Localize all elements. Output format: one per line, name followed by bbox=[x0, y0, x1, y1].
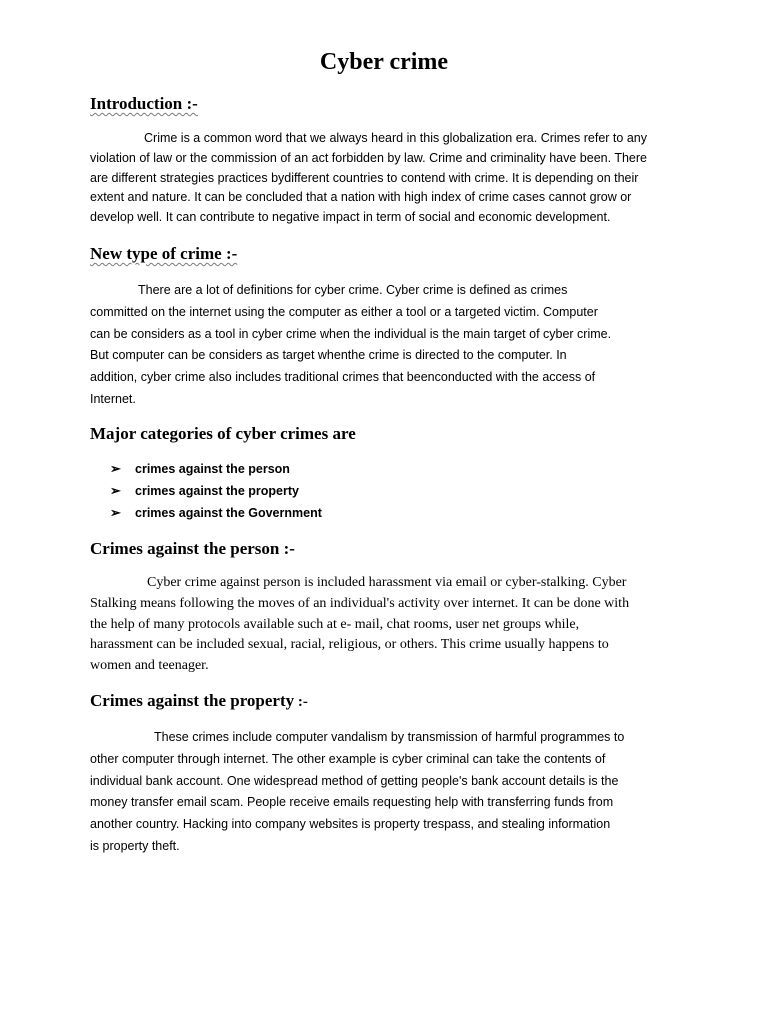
paragraph-introduction-first-line: Crime is a common word that we always heard in this globalization era. Crimes refer to any bbox=[144, 131, 647, 145]
paragraph-new-type-of-crime bbox=[90, 280, 678, 411]
arrow-bullet-icon: ➢ bbox=[110, 461, 121, 476]
arrow-bullet-icon: ➢ bbox=[110, 483, 121, 498]
paragraph-property-body: other computer through internet. The other example is cyber criminal can take the contents of individual bank account. One widespread method of getting people's bank account details is the money transfer email scam. People receive emails requesting help with transferring funds from another country. Hacking into company websites is property trespass, and stealing information is property theft. bbox=[90, 751, 619, 853]
paragraph-new-type-first-line: There are a lot of definitions for cyber crime. Cyber crime is defined as crimes bbox=[138, 283, 568, 297]
list-item-label: crimes against the property bbox=[135, 484, 299, 498]
list-item bbox=[110, 480, 322, 502]
paragraph-introduction bbox=[90, 129, 678, 228]
heading-crimes-against-person: Crimes against the person :- bbox=[90, 539, 295, 558]
categories-list bbox=[110, 458, 322, 524]
list-item bbox=[110, 502, 322, 524]
paragraph-crimes-against-property bbox=[90, 727, 678, 858]
heading-major-categories: Major categories of cyber crimes are bbox=[90, 424, 356, 443]
heading-new-type-of-crime: New type of crime :- bbox=[90, 244, 238, 263]
heading-property-suffix: :- bbox=[294, 694, 308, 710]
list-item-label: crimes against the Government bbox=[135, 506, 322, 520]
list-item-label: crimes against the person bbox=[135, 462, 290, 476]
heading-crimes-against-property bbox=[90, 690, 308, 713]
paragraph-new-type-body: committed on the internet using the computer as either a tool or a targeted victim. Computer can be considers as a tool in cyber crime when the individual is the main target of cyber crime. But computer can be considers as target whenthe crime is directed to the computer. In addition, cyber crime also includes traditional crimes that beenconducted with the access of Internet. bbox=[90, 304, 612, 406]
paragraph-person-first-line: Cyber crime against person is included harassment via email or cyber-stalking. Cyber bbox=[147, 575, 627, 590]
paragraph-crimes-against-person bbox=[90, 573, 678, 677]
paragraph-person-body: Stalking means following the moves of an individual's activity over internet. It can be done with the help of many protocols available such at e- mail, chat rooms, user net groups while, harassment can be included sexual, racial, religious, or others. This crime usually happens to women and teenager. bbox=[90, 595, 630, 674]
list-item bbox=[110, 458, 322, 480]
paragraph-introduction-body: violation of law or the commission of an act forbidden by law. Crime and criminality have been. There are different strategies practices bydifferent countries to contend with crime. It is depending on their extent and nature. It can be concluded that a nation with high index of crime cases cannot grow or develop well. It can contribute to negative impact in term of social and economic development. bbox=[90, 150, 647, 225]
arrow-bullet-icon: ➢ bbox=[110, 505, 121, 520]
heading-introduction: Introduction :- bbox=[90, 94, 198, 113]
document-title: Cyber crime bbox=[319, 49, 449, 75]
paragraph-property-first-line: These crimes include computer vandalism by transmission of harmful programmes to bbox=[154, 730, 625, 744]
heading-property-text: Crimes against the property bbox=[90, 691, 295, 710]
